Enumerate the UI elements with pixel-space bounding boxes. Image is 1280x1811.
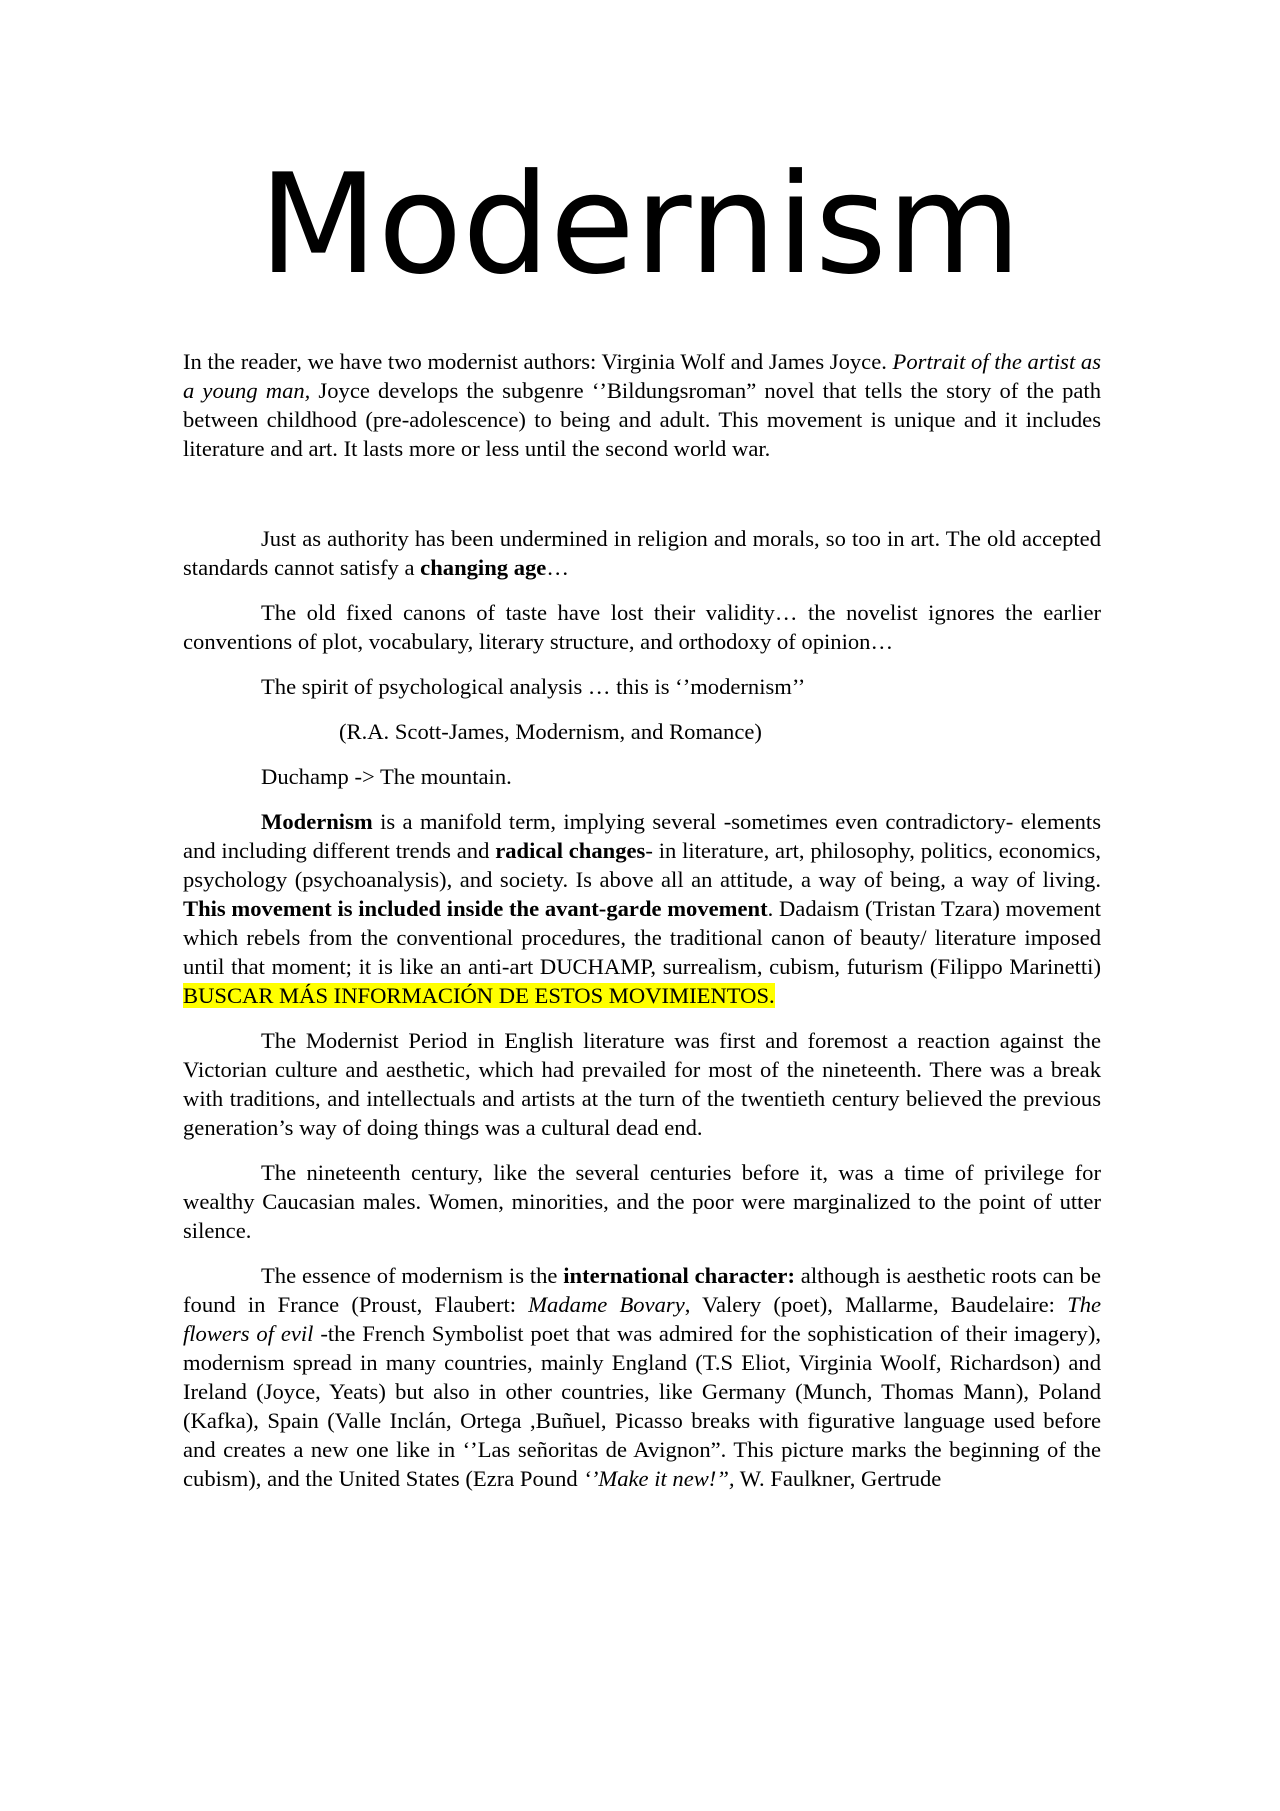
text-run: W. Faulkner, Gertrude	[734, 1466, 942, 1491]
italic-run: ‘’Make it new!”,	[583, 1466, 735, 1491]
bold-run: radical changes	[495, 838, 646, 863]
paragraph-international	[183, 1261, 1101, 1493]
text-run: Just as authority has been undermined in religion and morals, so too in art. The old accepted standards cannot satisfy a	[183, 526, 1101, 580]
text-run: …	[546, 555, 569, 580]
paragraph-authority	[183, 524, 1101, 582]
paragraph-canons: The old fixed canons of taste have lost their validity… the novelist ignores the earlier conventions of plot, vocabulary, literary structure, and orthodoxy of opinion…	[183, 600, 1101, 654]
paragraph-modernist-period: The Modernist Period in English literature was first and foremost a reaction against the Victorian culture and aesthetic, which had prevailed for most of the nineteenth. There was a break with traditions, and intellectuals and artists at the turn of the twentieth century believed the previous generation’s way of doing things was a cultural dead end.	[183, 1028, 1101, 1140]
text-run: . Dadaism (Tristan Tzara) movement which rebels from the conventional procedures, the traditional canon of beauty/ literature imposed until that moment; it is like an anti-art DUCHAMP, surrealism, cubism, futurism (Filippo Marinetti)	[183, 896, 1101, 979]
italic-run: Madame Bovary	[528, 1292, 685, 1317]
paragraph-modernism-term	[183, 807, 1101, 1010]
bold-run: international character:	[563, 1263, 795, 1288]
bold-run: Modernism	[261, 809, 373, 834]
text-run: Joyce develops the subgenre ‘’Bildungsroman” novel that tells the story of the path between childhood (pre-adolescence) to being and adult. This movement is unique and it includes literature and art. It lasts more or less until the second world war.	[183, 378, 1101, 461]
highlighted-note: BUSCAR MÁS INFORMACIÓN DE ESTOS MOVIMIENTOS.	[183, 983, 775, 1008]
paragraph-nineteenth-century: The nineteenth century, like the several centuries before it, was a time of privilege for wealthy Caucasian males. Women, minorities, and the poor were marginalized to the point of utter silence.	[183, 1160, 1101, 1243]
text-run: - in literature, art, philosophy, politics, economics, psychology (psychoanalysis), and society. Is above all an attitude, a way of being, a way of living.	[183, 838, 1101, 892]
document-title: Modernism	[258, 144, 1022, 305]
paragraph-duchamp: Duchamp -> The mountain.	[261, 764, 512, 789]
bold-run: This movement is included inside the avant-garde movement	[183, 896, 768, 921]
document-body	[183, 347, 1101, 1493]
bold-run: changing age	[420, 555, 547, 580]
text-run: -the French Symbolist poet that was admired for the sophistication of their imagery), modernism spread in many countries, mainly England (T.S Eliot, Virginia Woolf, Richardson) and Ireland (Joyce, Yeats) but also in other countries, like Germany (Munch, Thomas Mann), Poland (Kafka), Spain (Valle Inclán, Ortega ,Buñuel, Picasso breaks with figurative language used before and creates a new one like in ‘’Las señoritas de Avignon”. This picture marks the beginning of the cubism), and the United States (Ezra Pound	[183, 1321, 1101, 1491]
paragraph-spirit: The spirit of psychological analysis … this is ‘’modernism’’	[261, 674, 806, 699]
text-run: although is aesthetic roots can be found in France (Proust, Flaubert:	[183, 1263, 1101, 1317]
italic-run: Portrait of the artist as a young man,	[183, 349, 1101, 403]
citation: (R.A. Scott-James, Modernism, and Romance)	[339, 719, 762, 744]
text-run: , Valery (poet), Mallarme, Baudelaire:	[684, 1292, 1068, 1317]
text-run: In the reader, we have two modernist authors: Virginia Wolf and James Joyce.	[183, 349, 893, 374]
italic-run: The flowers of evil	[183, 1292, 1102, 1346]
text-run: The essence of modernism is the	[261, 1263, 564, 1288]
paragraph-intro	[183, 347, 1101, 463]
text-run: is a manifold term, implying several -sometimes even contradictory- elements and including different trends and	[183, 809, 1101, 863]
